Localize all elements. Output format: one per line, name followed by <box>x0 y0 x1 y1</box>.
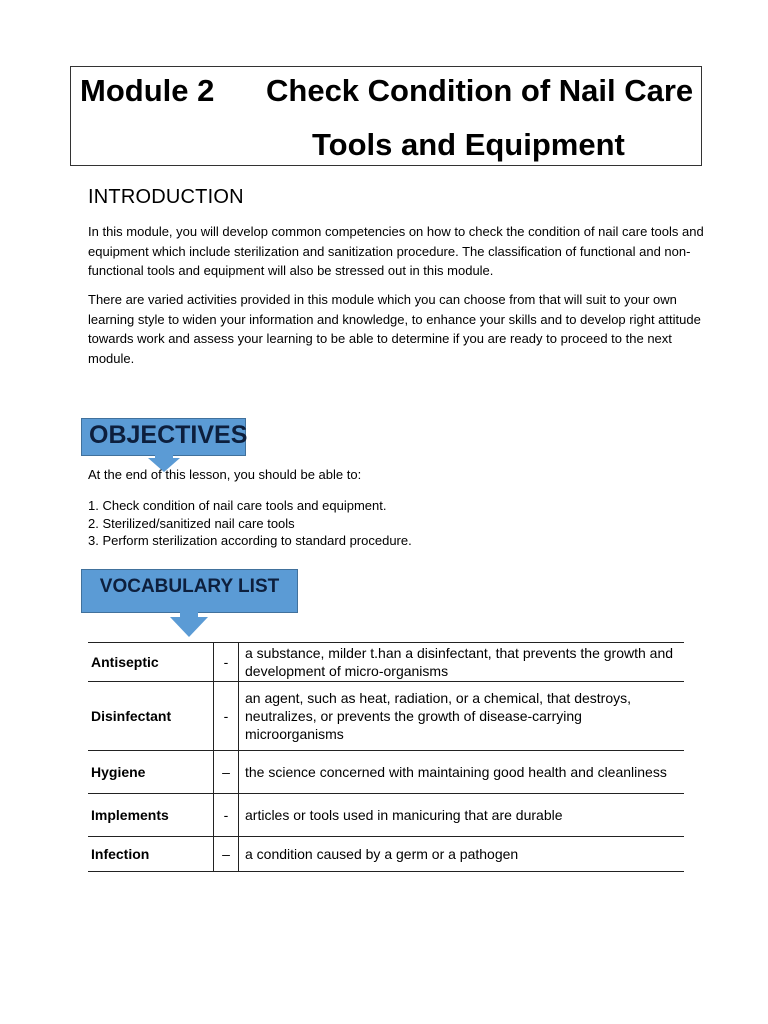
vocabulary-label: VOCABULARY LIST <box>99 576 280 597</box>
vocab-term: Disinfectant <box>88 682 214 751</box>
objective-item: 2. Sterilized/sanitized nail care tools <box>88 515 295 531</box>
objectives-callout <box>81 418 246 456</box>
objectives-intro: At the end of this lesson, you should be able to: <box>88 467 362 482</box>
vocab-term: Hygiene <box>88 751 214 794</box>
vocabulary-arrow-icon <box>170 617 208 637</box>
vocab-definition: a condition caused by a germ or a pathogen <box>239 837 685 872</box>
objective-item: 3. Perform sterilization according to standard procedure. <box>88 533 412 548</box>
vocab-term: Antiseptic <box>88 643 214 682</box>
table-row <box>88 682 684 751</box>
module-title-line2: Tools and Equipment <box>312 127 625 162</box>
table-row <box>88 837 684 872</box>
objective-item: 1. Check condition of nail care tools and equipment. <box>88 498 387 513</box>
module-title-line1 <box>80 73 693 109</box>
module-title-box <box>70 66 702 166</box>
objectives-label: OBJECTIVES <box>89 421 248 449</box>
vocab-dash: – <box>214 837 239 872</box>
vocab-definition: a substance, milder t.han a disinfectant, that prevents the growth and development of micro-organisms <box>239 643 685 682</box>
module-title-text: Check Condition of Nail Care <box>266 73 694 108</box>
vocab-term: Implements <box>88 794 214 837</box>
vocab-dash: - <box>214 794 239 837</box>
vocab-term: Infection <box>88 837 214 872</box>
objectives-list <box>88 497 412 550</box>
vocab-definition: articles or tools used in manicuring that are durable <box>239 794 685 837</box>
vocabulary-table <box>88 642 684 872</box>
vocab-definition: an agent, such as heat, radiation, or a chemical, that destroys, neutralizes, or prevents the growth of disease-carrying microorganisms <box>239 682 685 751</box>
table-row <box>88 751 684 794</box>
table-row <box>88 643 684 682</box>
vocab-dash: – <box>214 751 239 794</box>
introduction-paragraph-2: There are varied activities provided in this module which you can choose from that will suit to your own learning style to widen your information and knowledge, to enhance your skills and to develop right attitude towards work and assess your learning to be able to determine if you are ready to proceed to the next module. <box>88 292 701 366</box>
vocabulary-callout <box>81 569 298 613</box>
vocab-definition: the science concerned with maintaining good health and cleanliness <box>239 751 685 794</box>
introduction-heading: INTRODUCTION <box>88 186 244 208</box>
module-label: Module 2 <box>80 73 215 108</box>
vocab-dash: - <box>214 643 239 682</box>
introduction-paragraph-1: In this module, you will develop common competencies on how to check the condition of nail care tools and equipment which include sterilization and sanitization procedure. The classification of functional and non-functional tools and equipment will also be stressed out in this module. <box>88 224 704 278</box>
vocab-dash: - <box>214 682 239 751</box>
table-row <box>88 794 684 837</box>
